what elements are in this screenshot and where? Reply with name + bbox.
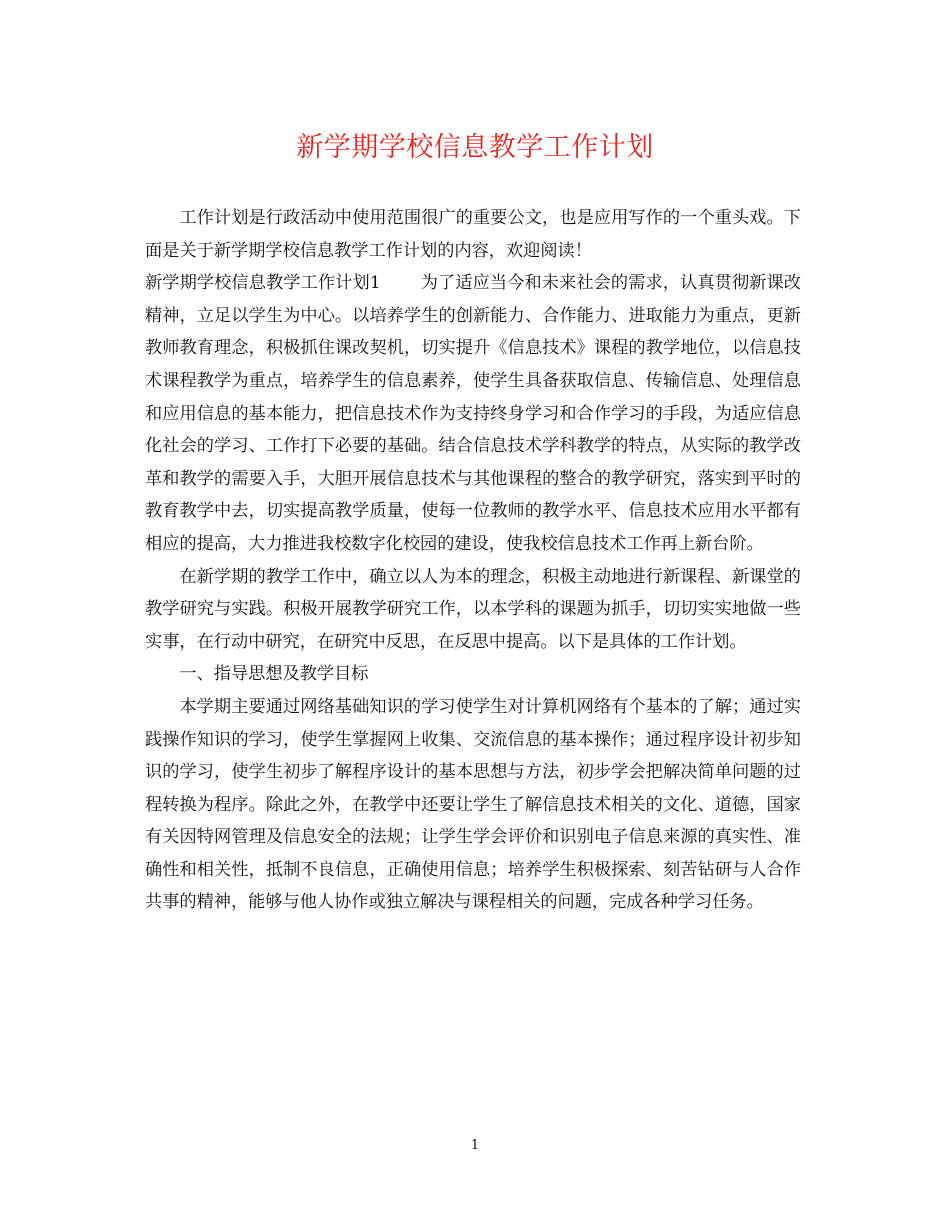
section-1-heading: 一、指导思想及教学目标	[179, 664, 369, 685]
section-1-paragraph: 本学期主要通过网络基础知识的学习使学生对计算机网络有个基本的了解；通过实践操作知识的学习，使学生掌握网上收集、交流信息的基本操作；通过程序设计初步知识的学习，使学生初步了解程序设计的基本思想与方法，初步学会把解决简单问题的过程转换为程序。除此之外，在教学中还要让学生了解信息技术相关的文化、道德，国家有关因特网管理及信息安全的法规；让学生学会评价和识别电子信息来源的真实性、准确性和相关性，抵制不良信息，正确使用信息；培养学生积极探索、刻苦钻研与人合作共事的精神，能够与他人协作或独立解决与课程相关的问题，完成各种学习任务。	[145, 696, 801, 913]
document-body	[145, 202, 801, 919]
plan-paragraph	[145, 267, 801, 560]
intro-paragraph: 工作计划是行政活动中使用范围很广的重要公文，也是应用写作的一个重头戏。下面是关于新学期学校信息教学工作计划的内容，欢迎阅读！	[145, 208, 801, 261]
semester-paragraph: 在新学期的教学工作中，确立以人为本的理念，积极主动地进行新课程、新课堂的教学研究与实践。积极开展教学研究工作，以本学科的课题为抓手，切切实实地做一些实事，在行动中研究，在研究中反思，在反思中提高。以下是具体的工作计划。	[145, 566, 801, 652]
document-title: 新学期学校信息教学工作计划	[296, 132, 654, 163]
plan-body-text: 为了适应当今和未来社会的需求，认真贯彻新课改精神，立足以学生为中心。以培养学生的创新能力、合作能力、进取能力为重点，更新教师教育理念，积极抓住课改契机，切实提升《信息技术》课程的教学地位，以信息技术课程教学为重点，培养学生的信息素养，使学生具备获取信息、传输信息、处理信息和应用信息的基本能力，把信息技术作为支持终身学习和合作学习的手段，为适应信息化社会的学习、工作打下必要的基础。结合信息技术学科教学的特点，从实际的教学改革和教学的需要入手，大胆开展信息技术与其他课程的整合的教学研究，落实到平时的教育教学中去，切实提高教学质量，使每一位教师的教学水平、信息技术应用水平都有相应的提高，大力推进我校数字化校园的建设，使我校信息技术工作再上新台阶。	[145, 273, 801, 554]
plan-heading: 新学期学校信息教学工作计划1	[145, 273, 381, 294]
page-number: 1	[470, 1138, 480, 1153]
